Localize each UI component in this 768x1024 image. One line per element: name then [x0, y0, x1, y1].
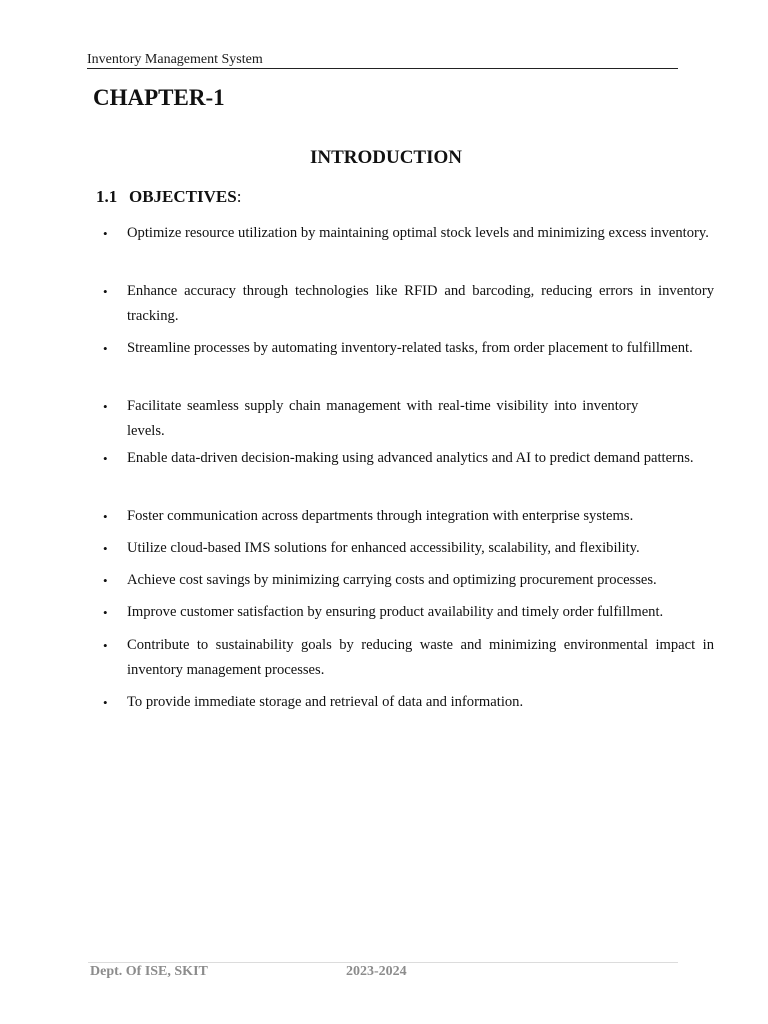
objective-item — [103, 336, 714, 361]
bullet-icon: • — [103, 341, 108, 356]
running-header: Inventory Management System — [87, 52, 678, 69]
objective-text: Contribute to sustainability goals by reducing waste and minimizing environmental impact in inventory management processes. — [127, 637, 714, 678]
objective-item — [103, 394, 679, 444]
bullet-icon: • — [103, 695, 108, 710]
objective-text: Improve customer satisfaction by ensuring product availability and timely order fulfillment. — [127, 604, 664, 620]
objective-text: Optimize resource utilization by maintaining optimal stock levels and minimizing excess inventory. — [127, 225, 709, 241]
objective-item — [103, 568, 714, 593]
footer-department: Dept. Of ISE, SKIT — [90, 964, 208, 979]
subsection-title: OBJECTIVES — [129, 187, 237, 206]
objective-text: Enable data-driven decision-making using advanced analytics and AI to predict demand patterns. — [127, 450, 694, 466]
chapter-title: CHAPTER-1 — [93, 85, 225, 110]
bullet-icon: • — [103, 399, 108, 414]
page-footer — [88, 962, 678, 987]
bullet-icon: • — [103, 541, 108, 556]
bullet-icon: • — [103, 638, 108, 653]
section-heading: INTRODUCTION — [309, 147, 463, 168]
objective-item — [103, 221, 714, 246]
objective-item — [103, 504, 714, 529]
bullet-icon: • — [103, 451, 108, 466]
bullet-icon: • — [103, 573, 108, 588]
subsection-heading — [96, 186, 241, 208]
objective-text: To provide immediate storage and retrieval of data and information. — [127, 694, 524, 710]
objective-text: Facilitate seamless supply chain management with real-time visibility into inventory levels. — [127, 398, 639, 439]
objective-text: Streamline processes by automating inventory-related tasks, from order placement to fulfillment. — [127, 340, 693, 356]
objective-item — [103, 690, 714, 715]
bullet-icon: • — [103, 226, 108, 241]
objective-text: Utilize cloud-based IMS solutions for enhanced accessibility, scalability, and flexibility. — [127, 540, 640, 556]
bullet-icon: • — [103, 284, 108, 299]
objective-item — [103, 536, 714, 561]
objective-item — [103, 446, 714, 471]
bullet-icon: • — [103, 509, 108, 524]
objective-text: Foster communication across departments through integration with enterprise systems. — [127, 508, 634, 524]
footer-academic-year: 2023-2024 — [346, 964, 407, 979]
subsection-number: 1.1 — [96, 187, 118, 206]
objective-item — [103, 279, 714, 329]
objective-item — [103, 633, 714, 683]
objective-text: Enhance accuracy through technologies like RFID and barcoding, reducing errors in inventory tracking. — [127, 283, 714, 324]
objective-text: Achieve cost savings by minimizing carrying costs and optimizing procurement processes. — [127, 572, 657, 588]
subsection-colon: : — [236, 187, 242, 206]
objective-item — [103, 600, 714, 625]
bullet-icon: • — [103, 605, 108, 620]
